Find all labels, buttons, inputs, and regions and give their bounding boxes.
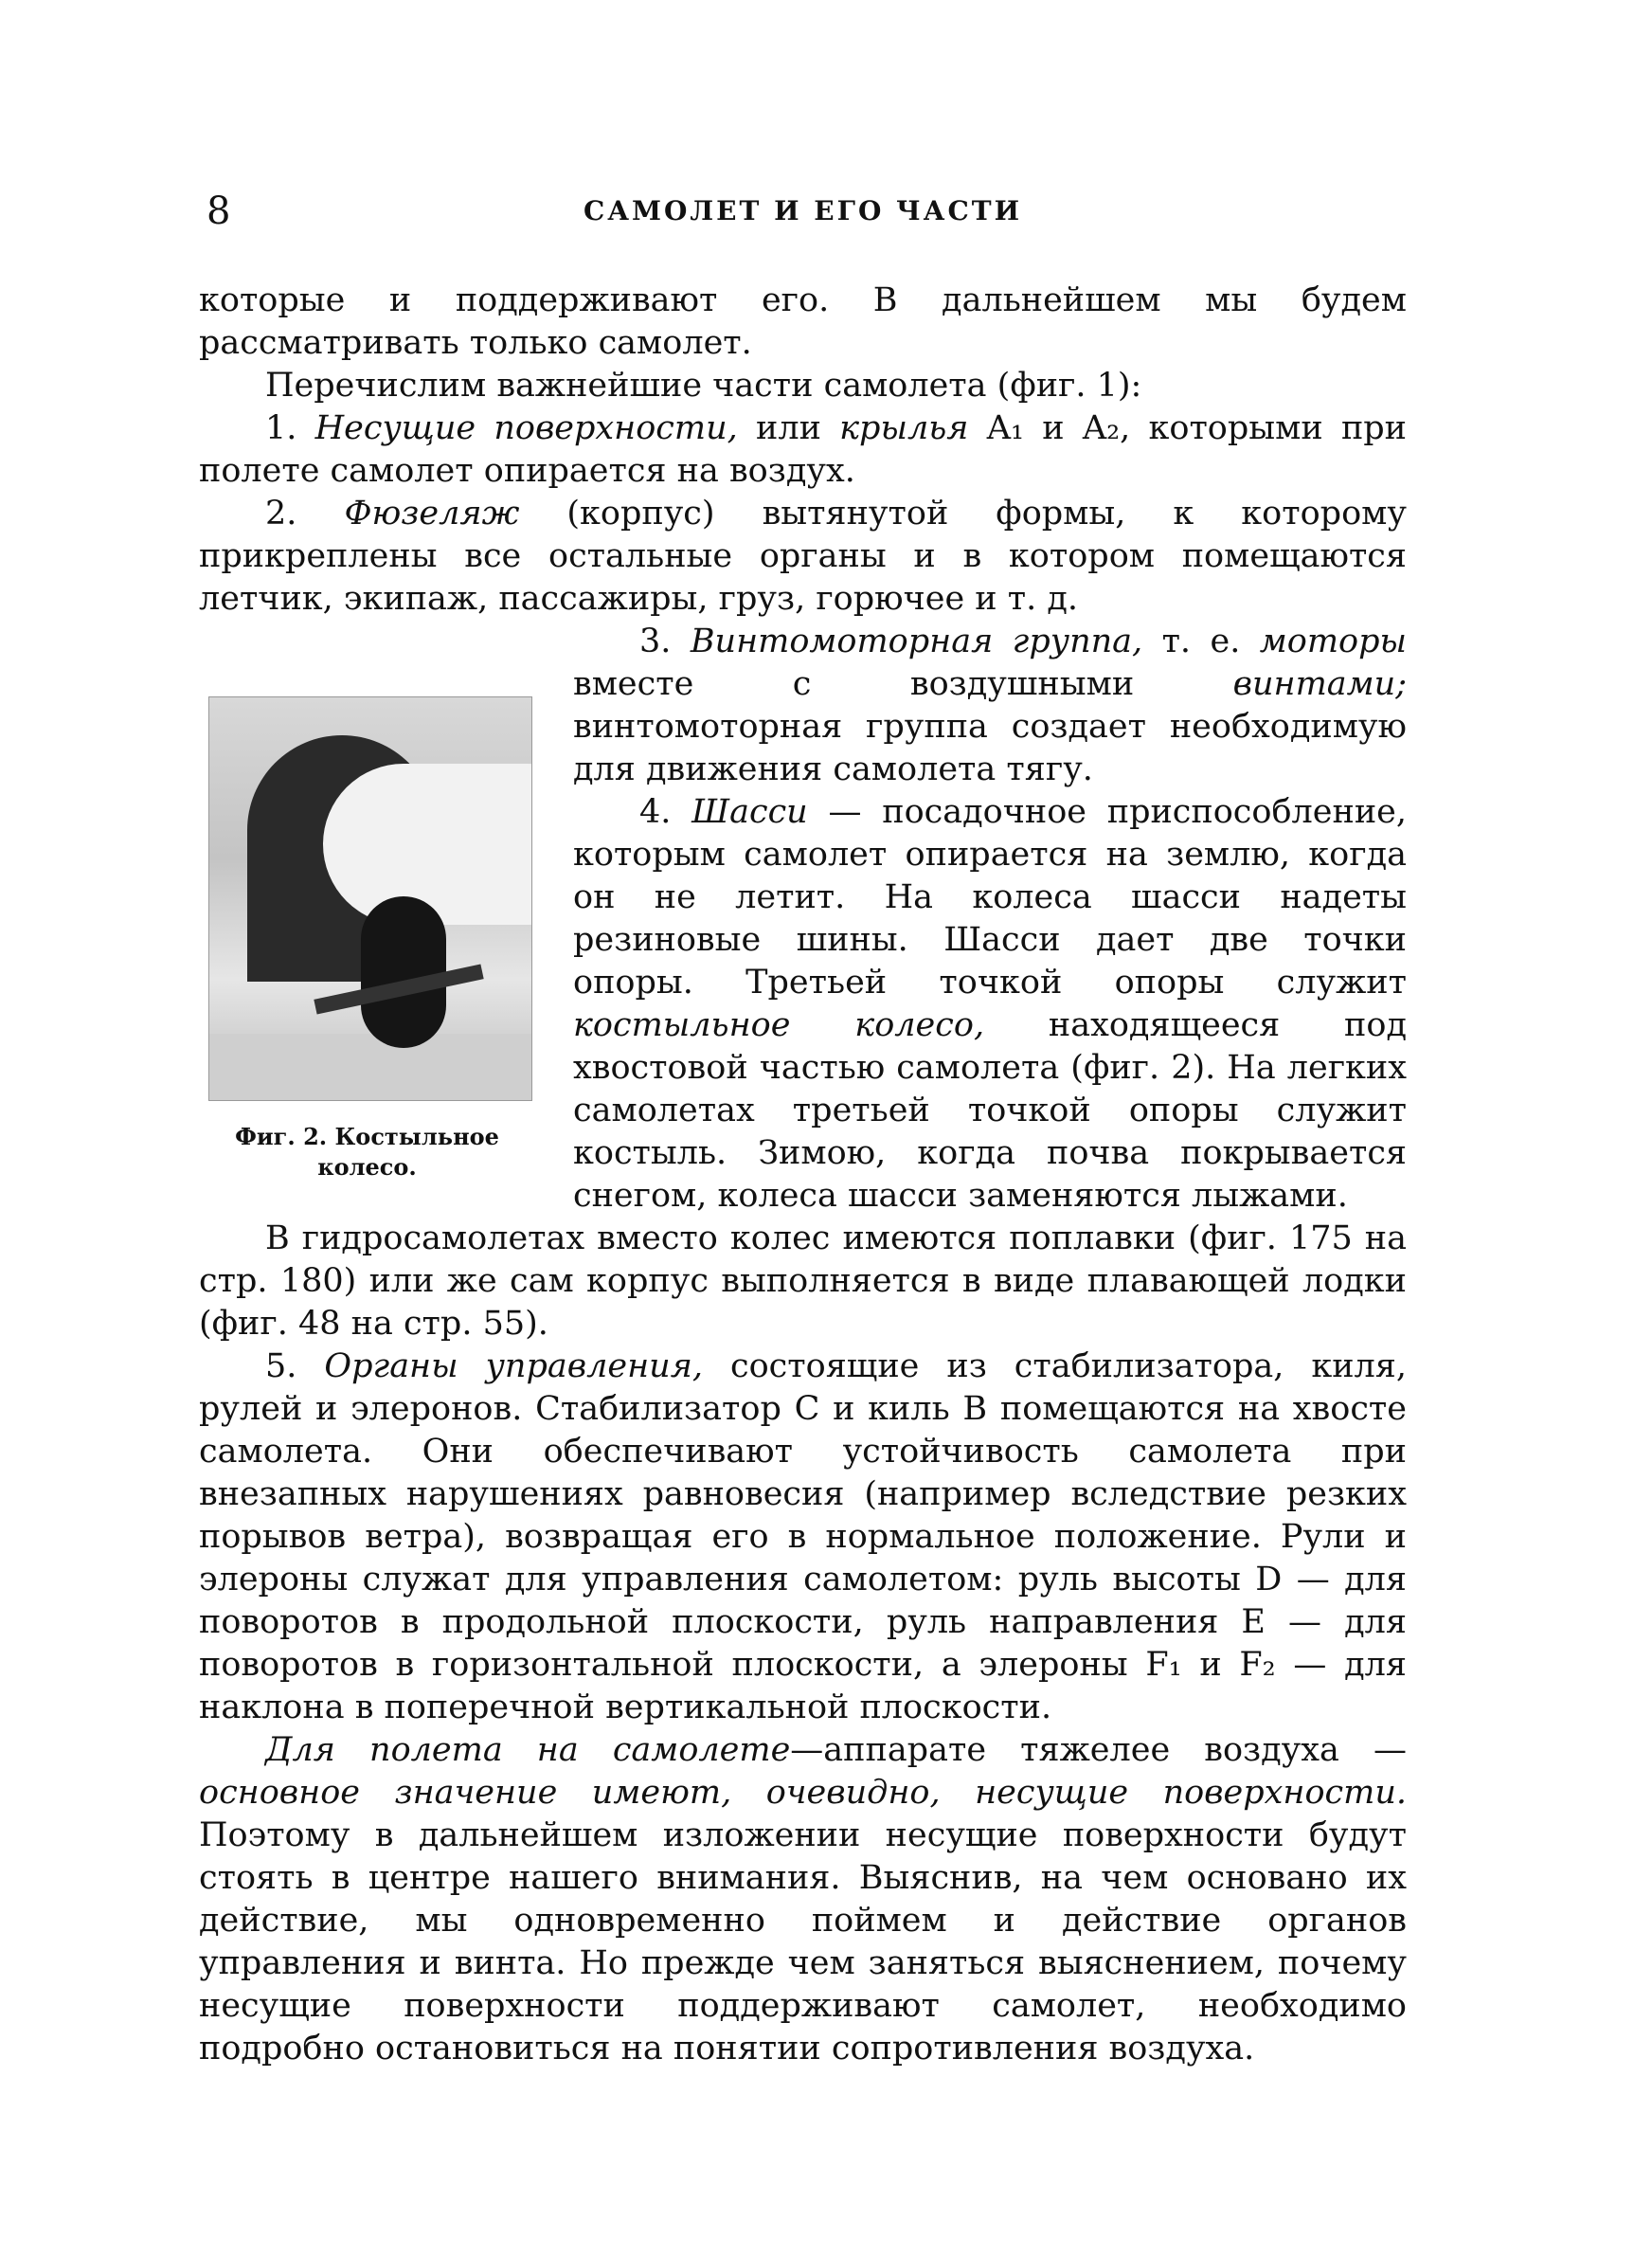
- paragraph-intro: Перечислим важнейшие части самолета (фиг. 1):: [265, 367, 1142, 405]
- page-number: 8: [206, 190, 231, 233]
- running-title: САМОЛЕТ И ЕГО ЧАСТИ: [583, 195, 1023, 226]
- paragraph-item-5: 5. Органы управления, состоящие из стабилизатора, киля, рулей и элеронов. Стабилизатор C и киль B помещаются на хвосте самолета. Они обеспечивают устойчивость самолета при внезапных нарушениях равновесия (например вследствие резких порывов ветра), возвращая его в нормальное положение. Рули и элероны служат для управления самолетом: руль высоты D — для поворотов в продольной плоскости, руль направления E — для поворотов в горизонтальной плоскости, а элероны F₁ и F₂ — для наклона в поперечной вертикальной плоскости.: [199, 1347, 1407, 1726]
- figure-caption: Фиг. 2. Костыльное колесо.: [235, 1123, 499, 1181]
- paragraph-hydro: В гидросамолетах вместо колес имеются поплавки (фиг. 175 на стр. 180) или же сам корпус выполняется в виде плавающей лодки (фиг. 48 на стр. 55).: [199, 1219, 1407, 1343]
- paragraph-item-4: 4. Шасси — посадочное приспособление, которым самолет опирается на землю, когда он не летит. На колеса шасси надеты резиновые шины. Шасси дает две точки опоры. Третьей точкой опоры служит костыльное колесо, находящееся под хвостовой частью самолета (фиг. 2). На легких самолетах третьей точкой опоры служит костыль. Зимою, когда почва покрывается снегом, колеса шасси заменяются лыжами.: [573, 793, 1408, 1215]
- paragraph-item-3: 3. Винтомоторная группа, т. е. моторы вместе с воздушными винтами; винтомоторная группа создает необходимую для движения самолета тягу.: [573, 623, 1407, 788]
- paragraph-item-1: 1. Несущие поверхности, или крылья A₁ и A₂, которыми при полете самолет опирается на воздух.: [199, 409, 1407, 490]
- paragraph-continuation: которые и поддерживают его. В дальнейшем мы будем рассматривать только самолет.: [199, 281, 1407, 362]
- page-header: [199, 190, 1407, 237]
- figure-2: [199, 621, 535, 1183]
- paragraph-conclusion: Для полета на самолете—аппарате тяжелее воздуха —основное значение имеют, очевидно, несущие поверхности. Поэтому в дальнейшем изложении несущие поверхности будут стоять в центре нашего внимания. Выяснив, на чем основано их действие, мы одновременно поймем и действие органов управления и винта. Но прежде чем заняться выяснением, почему несущие поверхности поддерживают самолет, необходимо подробно остановиться на понятии сопротивления воздуха.: [199, 1731, 1407, 2067]
- wheel-photo-icon: [208, 696, 532, 1101]
- body-text: [199, 280, 1407, 2070]
- paragraph-item-2: 2. Фюзеляж (корпус) вытянутой формы, к которому прикреплены все остальные органы и в котором помещаются летчик, экипаж, пассажиры, груз, горючее и т. д.: [199, 495, 1407, 618]
